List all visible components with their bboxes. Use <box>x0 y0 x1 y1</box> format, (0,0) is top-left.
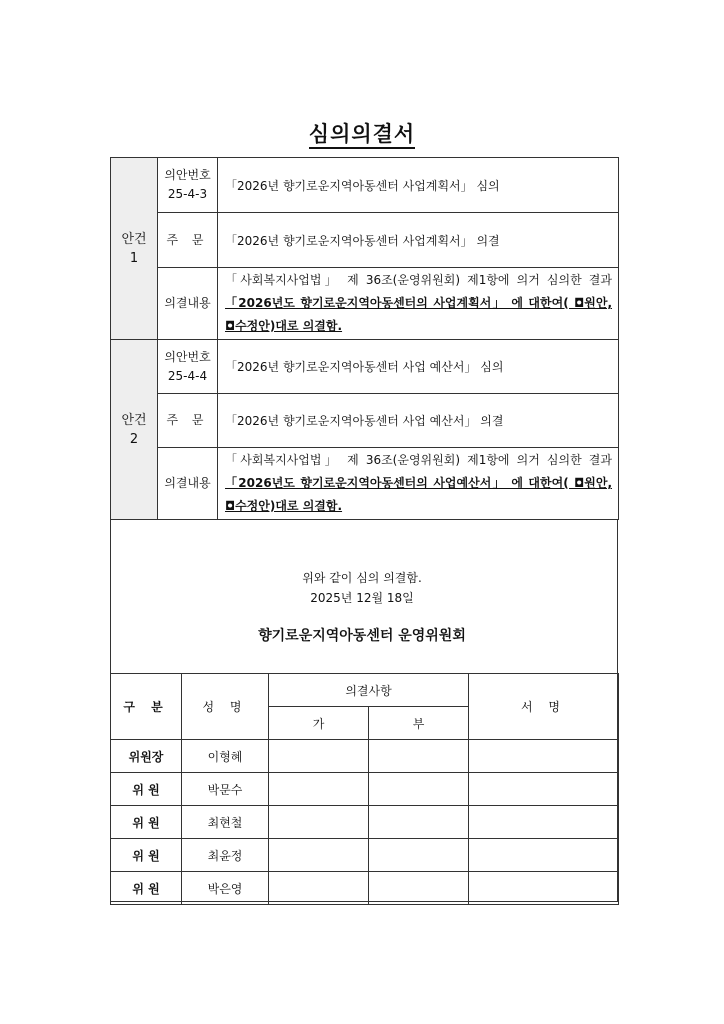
member-name: 박문수 <box>182 773 269 806</box>
member-role: 위 원 <box>111 773 182 806</box>
vote-yes-cell[interactable] <box>269 806 369 839</box>
bill-content: 「2026년 향기로운지역아동센터 사업계획서」 심의 <box>218 158 619 213</box>
order-label: 주 문 <box>158 394 218 448</box>
vote-yes-cell[interactable] <box>269 839 369 872</box>
resolution-decision: 「2026년도 향기로운지역아동센터의 사업계획서」 에 대한여( ◘원안, ◘수정안)대로 의결함. <box>225 296 612 333</box>
agenda-table <box>110 157 619 520</box>
vote-no-cell[interactable] <box>369 773 469 806</box>
member-name: 이형혜 <box>182 740 269 773</box>
agenda-2-bill-row <box>111 340 619 394</box>
document-title: 심의의결서 <box>0 118 724 148</box>
bill-content: 「2026년 향기로운지역아동센터 사업 예산서」 심의 <box>218 340 619 394</box>
agenda-1-label: 안건 1 <box>111 158 158 340</box>
agenda-2-label: 안건 2 <box>111 340 158 520</box>
agenda-1-bill-row <box>111 158 619 213</box>
statement-text: 위와 같이 심의 의결함. <box>302 571 422 585</box>
header-category: 구 분 <box>111 674 182 740</box>
signature-cell[interactable] <box>469 839 619 872</box>
vote-no-cell[interactable] <box>369 872 469 905</box>
header-name: 성 명 <box>182 674 269 740</box>
table-row <box>111 740 619 773</box>
agenda-1-order-row <box>111 213 619 268</box>
resolution-basis: 「사회복지사업법」 제 36조(운영위원회) 제1항에 의거 심의한 결과 <box>225 273 612 287</box>
header-no: 부 <box>369 707 469 740</box>
order-content: 「2026년 향기로운지역아동센터 사업 예산서」 의결 <box>218 394 619 448</box>
resolution-content <box>218 268 619 340</box>
signature-cell[interactable] <box>469 740 619 773</box>
member-role: 위 원 <box>111 806 182 839</box>
agenda-2-resolution-row <box>111 448 619 520</box>
agenda-1-resolution-row <box>111 268 619 340</box>
order-content: 「2026년 향기로운지역아동센터 사업계획서」 의결 <box>218 213 619 268</box>
member-role: 위원장 <box>111 740 182 773</box>
member-role: 위 원 <box>111 839 182 872</box>
member-name: 최현철 <box>182 806 269 839</box>
signature-cell[interactable] <box>469 806 619 839</box>
header-signature: 서 명 <box>469 674 619 740</box>
header-resolution: 의결사항 <box>269 674 469 707</box>
bill-number-label: 의안번호 25-4-4 <box>158 340 218 394</box>
resolution-label: 의결내용 <box>158 268 218 340</box>
resolution-content <box>218 448 619 520</box>
member-name: 박은영 <box>182 872 269 905</box>
resolution-basis: 「사회복지사업법」 제 36조(운영위원회) 제1항에 의거 심의한 결과 <box>225 453 612 467</box>
table-row <box>111 806 619 839</box>
vote-no-cell[interactable] <box>369 740 469 773</box>
order-label: 주 문 <box>158 213 218 268</box>
vote-yes-cell[interactable] <box>269 740 369 773</box>
signature-table <box>110 673 619 905</box>
vote-yes-cell[interactable] <box>269 773 369 806</box>
agenda-2-order-row <box>111 394 619 448</box>
vote-no-cell[interactable] <box>369 839 469 872</box>
signature-cell[interactable] <box>469 773 619 806</box>
vote-yes-cell[interactable] <box>269 872 369 905</box>
member-name: 최윤정 <box>182 839 269 872</box>
table-row <box>111 839 619 872</box>
table-row <box>111 872 619 905</box>
member-role: 위 원 <box>111 872 182 905</box>
table-row <box>111 773 619 806</box>
committee-name: 향기로운지역아동센터 운영위원회 <box>258 628 466 644</box>
resolution-decision: 「2026년도 향기로운지역아동센터의 사업예산서」 에 대한여( ◘원안, ◘수정안)대로 의결함. <box>225 476 612 513</box>
bill-number-label: 의안번호 25-4-3 <box>158 158 218 213</box>
statement-date: 2025년 12월 18일 <box>310 591 414 605</box>
signature-cell[interactable] <box>469 872 619 905</box>
vote-no-cell[interactable] <box>369 806 469 839</box>
header-yes: 가 <box>269 707 369 740</box>
resolution-label: 의결내용 <box>158 448 218 520</box>
